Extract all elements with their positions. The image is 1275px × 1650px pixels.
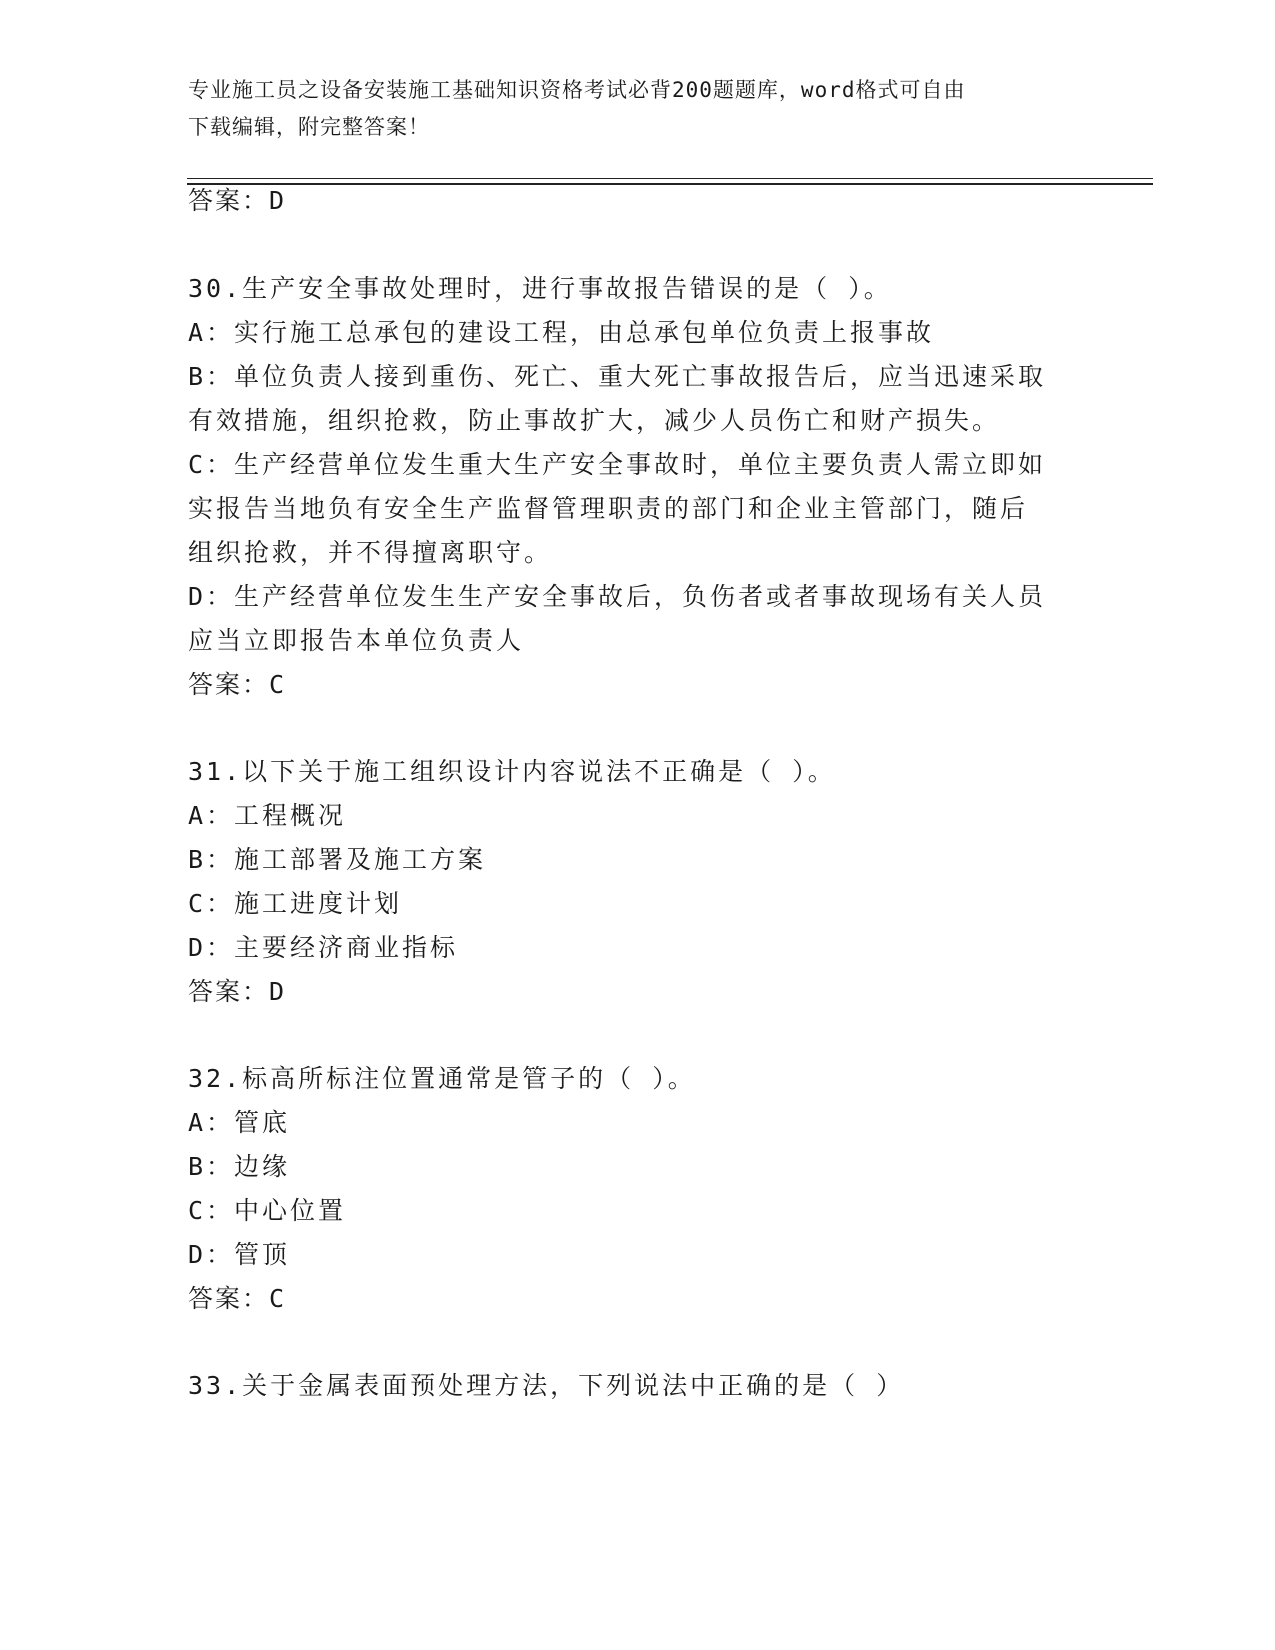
option-b: B：单位负责人接到重伤、死亡、重大死亡事故报告后，应当迅速采取 bbox=[188, 362, 1047, 391]
answer: 答案：C bbox=[188, 670, 287, 699]
page-header bbox=[188, 72, 1088, 146]
option-d: D：生产经营单位发生生产安全事故后，负伤者或者事故现场有关人员 bbox=[188, 582, 1047, 611]
question-stem: 31.以下关于施工组织设计内容说法不正确是（ ）。 bbox=[188, 757, 836, 786]
option-a: A：管底 bbox=[188, 1108, 291, 1137]
header-divider-thin bbox=[187, 178, 1153, 179]
option-a: A：工程概况 bbox=[188, 801, 347, 830]
option-c-continued: 实报告当地负有安全生产监督管理职责的部门和企业主管部门，随后 bbox=[188, 494, 1029, 523]
option-b: B：边缘 bbox=[188, 1152, 291, 1181]
option-c: C：生产经营单位发生重大生产安全事故时，单位主要负责人需立即如 bbox=[188, 450, 1047, 479]
option-c-continued-2: 组织抢救，并不得擅离职守。 bbox=[188, 538, 553, 567]
answer: 答案：D bbox=[188, 977, 287, 1006]
option-a: A：实行施工总承包的建设工程，由总承包单位负责上报事故 bbox=[188, 318, 935, 347]
header-line-2: 下载编辑，附完整答案！ bbox=[188, 115, 430, 139]
header-divider-thick bbox=[187, 183, 1153, 185]
option-d: D：主要经济商业指标 bbox=[188, 933, 459, 962]
question-stem: 33.关于金属表面预处理方法，下列说法中正确的是（ ） bbox=[188, 1371, 905, 1400]
option-d: D：管顶 bbox=[188, 1240, 291, 1269]
option-d-continued: 应当立即报告本单位负责人 bbox=[188, 626, 525, 655]
question-stem: 30.生产安全事故处理时，进行事故报告错误的是（ ）。 bbox=[188, 274, 892, 303]
option-b-continued: 有效措施，组织抢救，防止事故扩大，减少人员伤亡和财产损失。 bbox=[188, 406, 1001, 435]
previous-answer: 答案：D bbox=[188, 186, 287, 215]
option-c: C：中心位置 bbox=[188, 1196, 347, 1225]
option-b: B：施工部署及施工方案 bbox=[188, 845, 487, 874]
answer: 答案：C bbox=[188, 1284, 287, 1313]
header-line-1: 专业施工员之设备安装施工基础知识资格考试必背200题题库，word格式可自由 bbox=[188, 78, 966, 102]
option-c: C：施工进度计划 bbox=[188, 889, 403, 918]
question-stem: 32.标高所标注位置通常是管子的（ ）。 bbox=[188, 1064, 696, 1093]
